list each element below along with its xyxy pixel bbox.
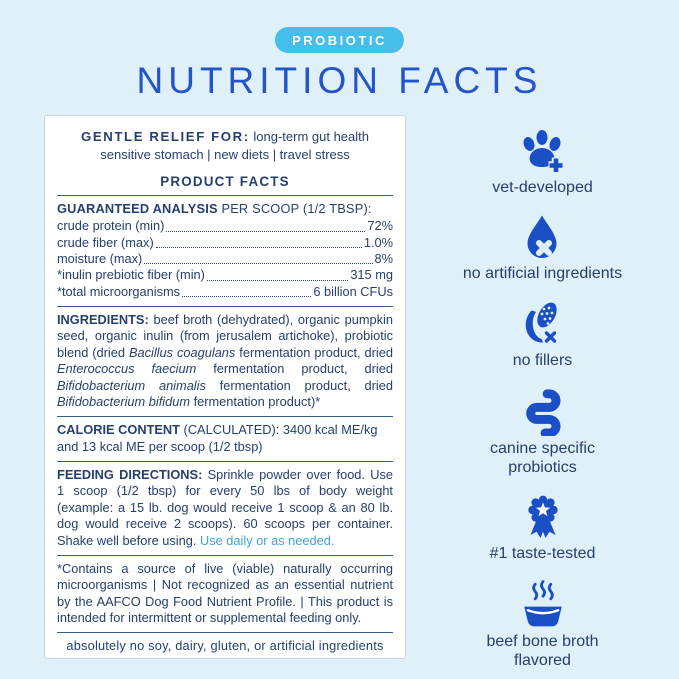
benefit-label: no fillers [512,351,573,369]
ingredient-species: Bifidobacterium bifidum [57,393,191,409]
calorie-content-text: (CALCULATED): 3400 kcal ME/kg and 13 kcal ME per scoop (1/2 tbsp) [57,422,378,454]
analysis-row-value: 72% [367,218,393,234]
benefit-taste-tested [490,493,596,563]
use-daily-note: Use daily or as needed. [199,532,335,548]
analysis-row-label: crude protein (min) [57,218,165,234]
analysis-row-label: crude fiber (max) [57,234,154,250]
calorie-content-section [57,417,393,462]
ingredients-label: INGREDIENTS: [57,312,149,328]
guaranteed-analysis-section [57,196,393,307]
analysis-row-value: 8% [374,250,393,266]
benefit-canine-specific-probiotics [468,386,618,477]
analysis-row-label: *total microorganisms [57,283,181,299]
page-title: NUTRITION FACTS [136,60,543,101]
ingredients-section [57,307,393,417]
analysis-row [57,251,393,267]
dog-bowl-steam-icon [518,579,568,629]
gentle-relief-line2: sensitive stomach | new diets | travel stress [100,147,350,163]
tagline-section: absolutely no soy, dairy, gluten, or artificial ingredients [57,633,393,659]
product-facts-title: PRODUCT FACTS [57,173,393,196]
analysis-row [57,218,393,234]
dot-leader [144,263,372,264]
ingredients-text: fermentation product)* [190,393,321,409]
dot-leader [182,296,311,297]
guaranteed-analysis-heading-rest: PER SCOOP (1/2 TBSP): [217,200,372,216]
analysis-row [57,284,393,300]
analysis-row-value: 315 mg [350,267,393,283]
gentle-relief-text: long-term gut health [249,129,369,144]
feeding-directions-label: FEEDING DIRECTIONS: [57,467,203,483]
analysis-row [57,267,393,283]
benefit-vet-developed [492,127,593,197]
benefit-no-artificial-ingredients [463,213,622,283]
probiotic-badge: PROBIOTIC [275,27,404,53]
benefit-no-fillers [513,300,573,370]
dot-leader [207,280,348,281]
award-ribbon-icon [519,493,567,541]
ingredient-species: Enterococcus faecium [57,361,197,377]
calorie-content-label: CALORIE CONTENT [57,422,180,438]
guaranteed-analysis-heading [57,201,393,217]
gentle-relief-section [57,124,393,165]
dot-leader [166,231,365,232]
analysis-row-value: 1.0% [363,234,393,250]
benefit-label: beef bone broth flavored [486,633,599,669]
benefit-label: canine specific probiotics [490,440,595,476]
dot-leader [156,247,362,248]
intestine-icon [518,386,568,436]
ingredients-text: fermentation product, dried [196,361,393,377]
benefit-beef-bone-broth [468,579,618,670]
ingredients-text: fermentation product, dried [235,344,394,360]
gentle-relief-label: GENTLE RELIEF FOR: [81,129,250,144]
benefits-column [406,115,679,670]
ingredients-text: beef broth (dehydrated), organic pumpkin seed, organic inulin (from jerusalem artichoke), probiotic blend (dried [57,312,393,360]
guaranteed-analysis-heading-bold: GUARANTEED ANALYSIS [57,200,218,216]
analysis-row-label: moisture (max) [57,250,143,266]
content-row [0,102,679,670]
corn-x-icon [518,300,566,348]
paw-plus-icon [518,127,566,175]
page-header [0,0,679,102]
feeding-directions-text: Sprinkle powder over food. Use 1 scoop (1/2 tbsp) for every 50 lbs of body weight (example: a 15 lb. dog would receive 1 scoop & an 80 lb. dog would receive 2 scoops). 60 scoops per container. Shake well before using. [57,467,394,548]
product-facts-card [44,115,406,659]
benefit-label: #1 taste-tested [489,544,596,562]
benefit-label: no artificial ingredients [462,265,623,283]
analysis-row [57,235,393,251]
ingredients-text: fermentation product, dried [205,377,393,393]
ingredient-species: Bacillus coagulans [128,344,236,360]
droplet-x-icon [518,213,566,261]
ingredient-species: Bifidobacterium animalis [57,377,206,393]
footnote-section: *Contains a source of live (viable) naturally occurring microorganisms | Not recognized as an essential nutrient by the AAFCO Dog Food Nutrient Profile. | This product is intended for intermittent or supplemental feeding only. [57,556,393,634]
benefit-label: vet-developed [492,179,593,196]
analysis-row-label: *inulin prebiotic fiber (min) [57,267,205,283]
analysis-row-value: 6 billion CFUs [313,283,393,299]
feeding-directions-section [57,462,393,556]
